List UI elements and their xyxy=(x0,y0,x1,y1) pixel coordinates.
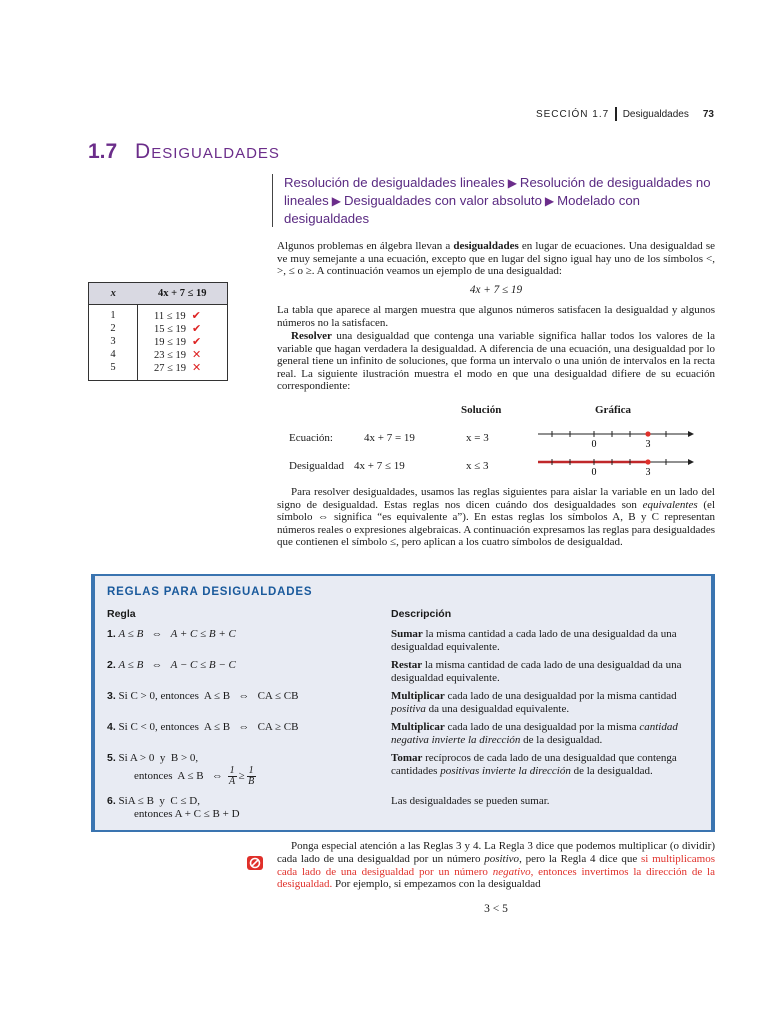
cell-expr: 19 ≤ 19 xyxy=(154,337,187,348)
section-title: Desigualdades xyxy=(622,108,689,120)
page-number: 73 xyxy=(702,108,714,120)
topic-item: Desigualdades con valor absoluto xyxy=(343,193,542,208)
cross-icon: ✕ xyxy=(192,361,202,374)
table-cell xyxy=(138,335,228,348)
rule-1 xyxy=(107,628,236,641)
desc-text: cada lado de una desigualdad por la misma cantidad xyxy=(444,690,677,702)
warning-italic: negativo xyxy=(492,865,531,878)
fraction-bottom: A xyxy=(229,775,236,787)
rule-expr: A ≤ B ⇔ A − C ≤ B − C xyxy=(118,659,236,671)
table-row xyxy=(89,322,228,335)
desc-bold: Sumar xyxy=(391,628,423,640)
section-label: SECCIÓN 1.7 xyxy=(535,108,610,120)
cell-expr: 15 ≤ 19 xyxy=(154,324,187,335)
desc-text: recíprocos de cada lado de una desigualdad que contenga cantidades xyxy=(391,752,677,777)
inequality-solution: x ≤ 3 xyxy=(466,460,489,472)
triangle-icon: ▶ xyxy=(331,194,341,208)
equation-number-line xyxy=(538,431,694,437)
bottom-paragraph xyxy=(277,840,715,891)
topic-item: Resolución de desigualdades lineales xyxy=(284,175,505,190)
triangle-icon: ▶ xyxy=(507,176,517,190)
rule-expr: Si A > 0 y B > 0, xyxy=(118,752,199,764)
fraction-top: 1 xyxy=(229,764,235,776)
rule-6 xyxy=(107,795,240,821)
rules-box-title: REGLAS PARA DESIGUALDADES xyxy=(107,586,313,598)
fraction xyxy=(228,766,237,787)
desc-text: cada lado de una desigualdad por la misma xyxy=(444,721,640,733)
relation-symbol: ≥ xyxy=(238,770,245,782)
rule-3-description xyxy=(391,690,696,716)
solution-point xyxy=(645,431,650,436)
rule-3 xyxy=(107,690,298,703)
description-column-header: Descripción xyxy=(391,608,452,620)
desc-text: de la desigualdad. xyxy=(570,765,653,777)
equation-solution: x = 3 xyxy=(466,432,489,444)
desc-bold: Restar xyxy=(391,659,423,671)
inequality-number-line xyxy=(538,459,694,465)
desc-italic: positiva xyxy=(391,703,426,715)
rule-4-description xyxy=(391,721,696,747)
intro-paragraph xyxy=(277,240,715,278)
tick-label: 3 xyxy=(645,467,651,478)
rules-intro-text: Para resolver desigualdades, usamos las reglas siguientes para aislar la variable en un lado del signo de desigualdad. Estas reglas nos dicen cuándo dos desigualdades son xyxy=(277,486,715,511)
warning-text: , entonces invertimos la dirección de la desigualdad. xyxy=(277,865,715,891)
intro-text: Algunos problemas en álgebra llevan a xyxy=(277,240,454,252)
intro-bold: desigualdades xyxy=(453,240,519,252)
desc-text: de la desigualdad. xyxy=(520,734,603,746)
triangle-icon: ▶ xyxy=(544,194,555,208)
table-cell xyxy=(138,361,228,381)
desc-text: da una desigualdad equivalente. xyxy=(425,703,570,715)
tick-label: 0 xyxy=(591,467,597,478)
bottom-italic: positivo xyxy=(484,852,520,865)
desc-bold: Tomar xyxy=(391,752,423,764)
rule-4 xyxy=(107,721,298,734)
warning-icon xyxy=(247,856,263,870)
table-cell: 4 xyxy=(89,348,138,361)
table-row xyxy=(89,361,228,381)
table-cell: 3 xyxy=(89,335,138,348)
topic-item: Modelado con desigualdades xyxy=(284,193,641,226)
table-cell xyxy=(138,322,228,335)
rule-6-description: Las desigualdades se pueden sumar. xyxy=(391,795,550,807)
rules-intro-italic: equivalentes xyxy=(642,498,698,511)
inequality-label: Desigualdad xyxy=(289,460,344,472)
rule-number: 2. xyxy=(107,659,116,671)
fraction-bottom: B xyxy=(248,775,255,787)
example-inequality: 4x + 7 ≤ 19 xyxy=(469,284,523,296)
tick-label: 0 xyxy=(591,439,597,450)
table-row xyxy=(89,335,228,348)
rule-expr: SiA ≤ B y C ≤ D, xyxy=(118,795,200,807)
rule-expr: entonces A ≤ B ⇔ xyxy=(134,770,223,782)
intro-text: en lugar de ecuaciones. Una desigualdad se ve muy semejante a una ecuación, excepto que en lugar del signo igual hay uno de los símbolos <, >, ≤ o ≥. A continuación veamos un ejemplo de una desigualdad: xyxy=(277,240,716,278)
chapter-heading xyxy=(88,140,280,164)
rules-box xyxy=(91,574,715,832)
chapter-title: Desigualdades xyxy=(135,140,280,163)
desc-bold: Multiplicar xyxy=(391,690,445,702)
check-icon: ✔ xyxy=(192,322,202,335)
graph-header: Gráfica xyxy=(595,404,632,416)
fraction-top: 1 xyxy=(248,764,254,776)
rule-2-description xyxy=(391,659,696,685)
rule-number: 6. xyxy=(107,795,116,807)
rule-number: 5. xyxy=(107,752,116,764)
bottom-text: Por ejemplo, si empezamos con la desigualdad xyxy=(332,878,541,891)
solution-endpoint xyxy=(645,459,650,464)
cell-expr: 23 ≤ 19 xyxy=(154,350,187,361)
desc-italic: positivas invierte la dirección xyxy=(440,765,571,777)
equation-vs-inequality-illustration xyxy=(280,402,720,478)
desc-italic: cantidad negativa invierte la dirección xyxy=(391,721,678,746)
cell-expr: 27 ≤ 19 xyxy=(154,363,187,374)
rule-number: 3. xyxy=(107,690,116,702)
rule-expr: Si C > 0, entonces A ≤ B ⇔ CA ≤ CB xyxy=(118,690,299,702)
rule-expr: Si C < 0, entonces A ≤ B ⇔ CA ≥ CB xyxy=(118,721,299,733)
rules-intro-text: (el símbolo ⇔ significa “es equivalente a”). En estas reglas los símbolos A, B y C representan números reales o expresiones algebraicas. A continuación expresamos las reglas para desigualdades que contienen el símbolo ≤, pero aplican a los cuatro símbolos de desigualdad. xyxy=(277,498,716,549)
rule-5-description xyxy=(391,752,696,778)
running-header xyxy=(536,107,714,121)
warning-text: si multiplicamos cada lado de una desigualdad por un número xyxy=(277,852,716,878)
table-row xyxy=(89,348,228,361)
desc-bold: Multiplicar xyxy=(391,721,445,733)
bottom-text: Ponga especial atención a las Reglas 3 y 4. La Regla 3 dice que podemos multiplicar (o dividir) cada lado de una desigualdad por un número xyxy=(277,840,715,865)
number-line-graphs xyxy=(532,424,702,478)
table-cell: 2 xyxy=(89,322,138,335)
equation-expr: 4x + 7 = 19 xyxy=(364,432,415,444)
check-icon: ✔ xyxy=(191,309,201,322)
equation-label: Ecuación: xyxy=(289,432,333,444)
table-paragraph: La tabla que aparece al margen muestra que algunos números satisfacen la desigualdad y algunos números no la satisfacen. xyxy=(277,304,715,329)
check-icon: ✔ xyxy=(192,335,202,348)
fraction xyxy=(247,766,256,787)
rule-5 xyxy=(107,752,258,787)
chapter-number: 1.7 xyxy=(88,140,118,163)
rules-intro-paragraph xyxy=(277,486,715,549)
table-header-expr: 4x + 7 ≤ 19 xyxy=(138,283,228,305)
table-row xyxy=(89,305,228,323)
solve-paragraph xyxy=(277,330,715,393)
rule-expr: A ≤ B ⇔ A + C ≤ B + C xyxy=(118,628,236,640)
cell-expr: 11 ≤ 19 xyxy=(154,311,186,322)
desc-text: la misma cantidad de cada lado de una desigualdad da una desigualdad equivalente. xyxy=(391,659,682,684)
bottom-text: , pero la Regla 4 dice que xyxy=(519,852,641,865)
table-cell xyxy=(138,305,228,323)
rule-number: 4. xyxy=(107,721,116,733)
margin-table xyxy=(88,282,228,381)
tick-label: 3 xyxy=(645,439,651,450)
final-inequality: 3 < 5 xyxy=(484,903,508,915)
rule-2 xyxy=(107,659,236,672)
header-divider xyxy=(615,107,617,121)
rule-number: 1. xyxy=(107,628,116,640)
table-cell: 5 xyxy=(89,361,138,381)
solution-header: Solución xyxy=(461,404,502,416)
table-header-x: x xyxy=(89,283,138,305)
rule-expr: entonces A + C ≤ B + D xyxy=(134,808,240,820)
inequality-expr: 4x + 7 ≤ 19 xyxy=(354,460,405,472)
table-cell xyxy=(138,348,228,361)
topic-item: Resolución de desigualdades no lineales xyxy=(284,175,711,208)
rule-column-header: Regla xyxy=(107,608,136,620)
desc-text: la misma cantidad a cada lado de una desigualdad da una desigualdad equivalente. xyxy=(391,628,677,653)
solve-text: una desigualdad que contenga una variable significa hallar todos los valores de la variable que hagan verdadera la desigualdad. A diferencia de una ecuación, una desigualdad por lo general tiene un infinito de soluciones, que forma un intervalo o una unión de intervalos en la recta real. La siguiente ilustración muestra el modo en que una desigualdad difiere de su ecuación correspondiente: xyxy=(277,330,715,393)
table-cell: 1 xyxy=(89,305,138,323)
topics-list xyxy=(272,174,714,227)
cross-icon: ✕ xyxy=(192,348,202,361)
rule-1-description xyxy=(391,628,696,654)
solve-bold: Resolver xyxy=(291,330,332,342)
